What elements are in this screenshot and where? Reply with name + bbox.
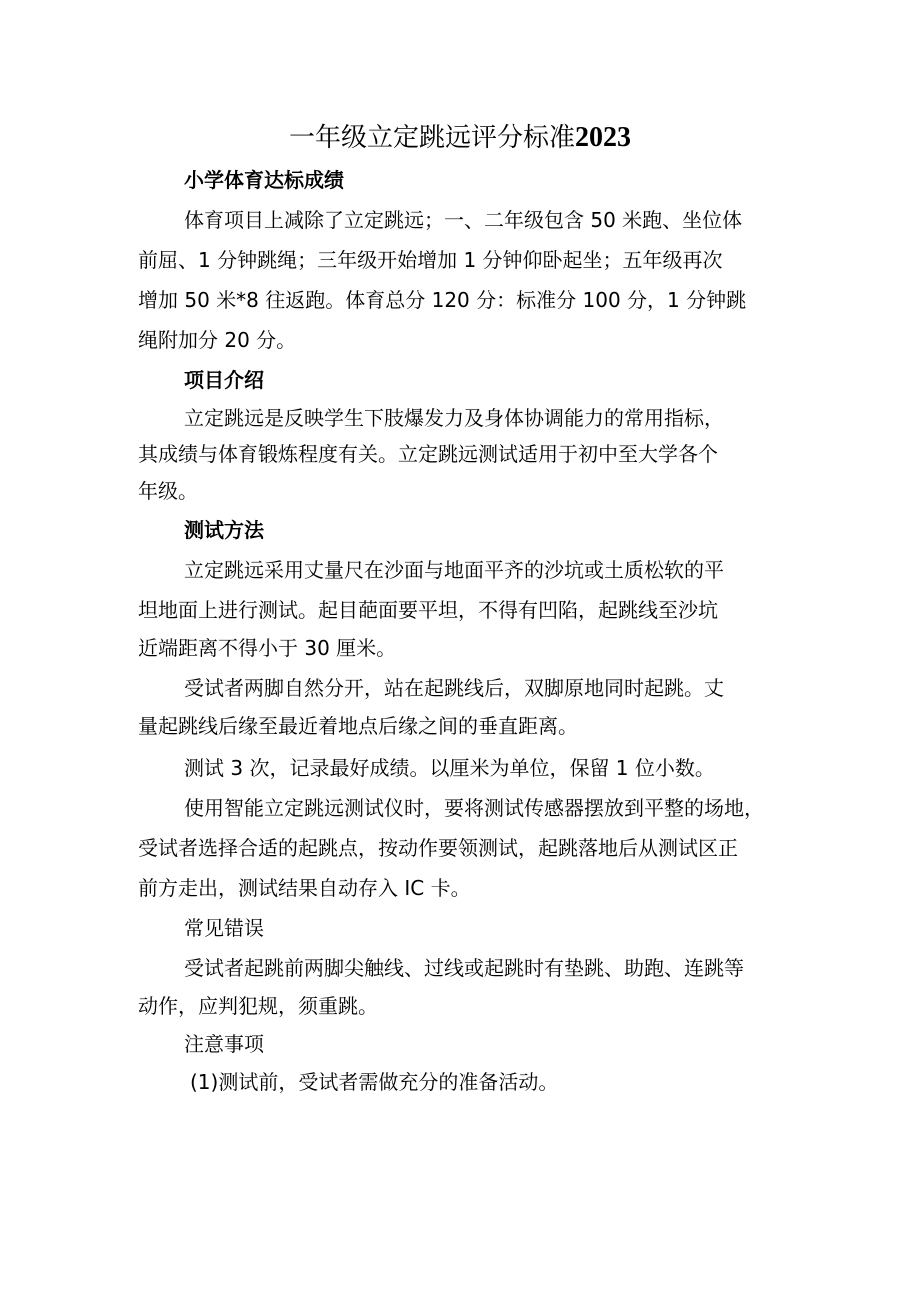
paragraph-line: 绳附加分 20 分。: [138, 328, 297, 352]
document-title: [0, 120, 920, 156]
paragraph-line: 受试者起跳前两脚尖触线、过线或起跳时有垫跳、助跑、连跳等: [184, 956, 744, 980]
paragraph-line: 量起跳线后缘至最近着地点后缘之间的垂直距离。: [138, 714, 578, 738]
paragraph-line: 动作，应判犯规，须重跳。: [138, 994, 378, 1018]
paragraph-line: 前屈、1 分钟跳绳；三年级开始增加 1 分钟仰卧起坐；五年级再次: [138, 248, 723, 272]
paragraph-line: 其成绩与体育锻炼程度有关。立定跳远测试适用于初中至大学各个: [138, 442, 718, 466]
section-heading-method: 测试方法: [184, 518, 264, 542]
title-year: 2023: [575, 122, 631, 153]
paragraph-line: 坦地面上进行测试。起目葩面要平坦，不得有凹陷，起跳线至沙坑: [138, 598, 718, 622]
title-text: 一年级立定跳远评分标准: [288, 123, 575, 153]
paragraph-line: 测试 3 次，记录最好成绩。以厘米为单位，保留 1 位小数。: [184, 756, 715, 780]
section-heading-notes: 注意事项: [184, 1032, 264, 1056]
paragraph-line: 立定跳远是反映学生下肢爆发力及身体协调能力的常用指标，: [184, 406, 724, 430]
section-heading-grades: 小学体育达标成绩: [184, 168, 344, 192]
paragraph-line: 体育项目上减除了立定跳远；一、二年级包含 50 米跑、坐位体: [184, 208, 743, 232]
paragraph-line: 增加 50 米*8 往返跑。体育总分 120 分：标准分 100 分，1 分钟跳: [138, 288, 747, 312]
section-heading-errors: 常见错误: [184, 916, 264, 940]
paragraph-line: 前方走出，测试结果自动存入 IC 卡。: [138, 876, 471, 900]
paragraph-line: 年级。: [138, 479, 198, 503]
section-heading-intro: 项目介绍: [184, 368, 264, 392]
paragraph-line: 受试者两脚自然分开，站在起跳线后，双脚原地同时起跳。丈: [184, 676, 724, 700]
list-item: (1)测试前，受试者需做充分的准备活动。: [190, 1070, 559, 1094]
paragraph-line: 使用智能立定跳远测试仪时，要将测试传感器摆放到平整的场地，: [184, 796, 764, 820]
paragraph-line: 受试者选择合适的起跳点，按动作要领测试，起跳落地后从测试区正: [138, 836, 738, 860]
paragraph-line: 近端距离不得小于 30 厘米。: [138, 636, 397, 660]
paragraph-line: 立定跳远采用丈量尺在沙面与地面平齐的沙坑或土质松软的平: [184, 558, 724, 582]
